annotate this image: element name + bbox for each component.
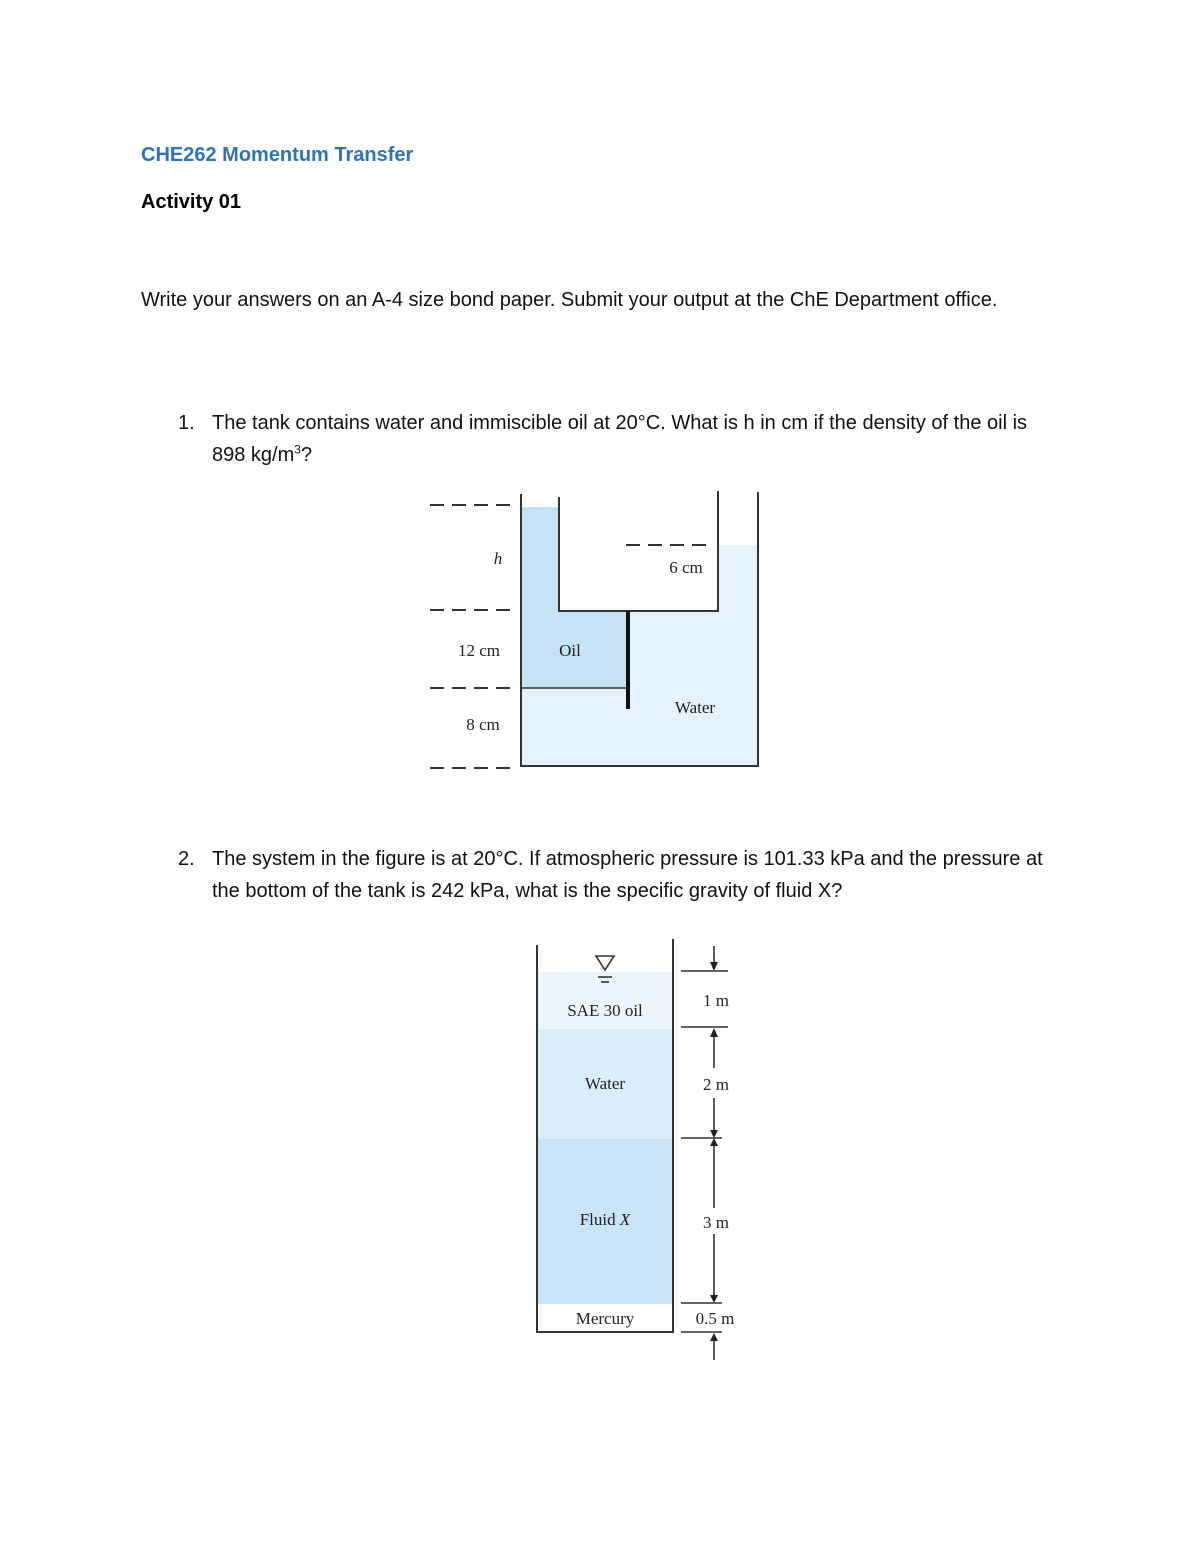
label-sae-30-oil: SAE 30 oil — [567, 1001, 643, 1020]
label-1m: 1 m — [703, 991, 729, 1010]
course-title: CHE262 Momentum Transfer — [141, 144, 414, 166]
figure-1-tank-diagram — [420, 485, 780, 785]
instructions-text: Write your answers on an A-4 size bond paper. Submit your output at the ChE Department office. — [141, 289, 998, 311]
figure-2-layered-tank — [530, 938, 750, 1368]
inner-container — [559, 491, 718, 611]
question-text: The tank contains water and immiscible oil at 20°C. What is h in cm if the density of the oil is 898 $kg/m^3$? — [212, 412, 1028, 466]
label-h: h — [493, 549, 503, 568]
water-region-bottom — [521, 688, 628, 766]
water-region-upper — [718, 545, 758, 611]
label-8cm: 8 cm — [466, 715, 500, 734]
label-3m: 3 m — [703, 1213, 729, 1232]
activity-title: Activity 01 — [141, 191, 242, 213]
water-region-right — [628, 611, 758, 766]
label-oil: Oil — [559, 641, 581, 660]
label-mercury: Mercury — [575, 1309, 635, 1328]
oil-region — [521, 507, 559, 688]
label-2m: 2 m — [703, 1075, 729, 1094]
label-12cm: 12 cm — [457, 641, 501, 660]
label-0-5m: 0.5 m — [695, 1309, 735, 1328]
label-water: Water — [584, 1074, 626, 1093]
label-6cm: 6 cm — [669, 558, 703, 577]
superscript: 3 — [294, 442, 301, 457]
label-water: Water — [674, 698, 716, 717]
label-fluid-x: Fluid X — [579, 1210, 631, 1229]
question-number: 2. — [178, 848, 195, 870]
question-text: The system in the figure is at 20°C. If atmospheric pressure is 101.33 kPa and the pressure at the bottom of the tank is 242 kPa, what is the specific gravity of fluid X? — [212, 848, 1043, 902]
question-number: 1. — [178, 412, 195, 434]
